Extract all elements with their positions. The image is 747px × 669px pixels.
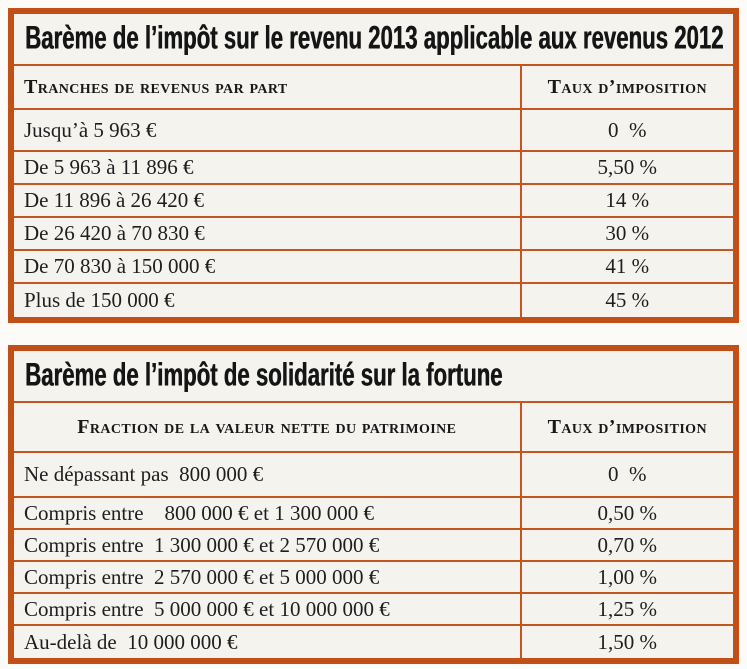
bracket-rate: 45 % (605, 288, 650, 312)
income-tax-table (8, 8, 739, 323)
table-row (14, 498, 733, 530)
wealth-tax-header-fraction: Fraction de la valeur nette du patrimoine (14, 403, 522, 451)
bracket-label: De 70 830 à 150 000 € (24, 254, 216, 278)
bracket-label: Jusqu’à 5 963 € (24, 117, 157, 142)
bracket-label: De 26 420 à 70 830 € (24, 221, 205, 245)
bracket-rate: 0 % (608, 117, 647, 142)
table-row (14, 453, 733, 498)
bracket-label: Compris entre 800 000 € et 1 300 000 € (24, 500, 374, 525)
income-tax-title-band (14, 14, 733, 66)
bracket-rate: 1,50 % (597, 629, 658, 654)
bracket-rate: 41 % (605, 254, 650, 278)
bracket-rate: 0 % (608, 462, 647, 486)
income-tax-header-taux: Taux d’imposition (547, 75, 707, 98)
table-row (14, 185, 733, 218)
bracket-rate: 1,00 % (597, 564, 658, 589)
bracket-rate: 0,50 % (597, 500, 658, 525)
table-row (14, 626, 733, 658)
bracket-label: Ne dépassant pas 800 000 € (24, 462, 264, 486)
table-row (14, 594, 733, 626)
table-row (14, 251, 733, 284)
bracket-label: Compris entre 5 000 000 € et 10 000 000 € (24, 596, 390, 621)
bracket-label: De 11 896 à 26 420 € (24, 188, 205, 212)
income-tax-header-row (14, 66, 733, 110)
table-row (14, 110, 733, 152)
bracket-label: De 5 963 à 11 896 € (24, 155, 194, 179)
bracket-label: Au-delà de 10 000 000 € (24, 629, 238, 654)
table-row (14, 218, 733, 251)
income-tax-title: Barème de l’impôt sur le revenu 2013 applicable aux revenus 2012 (25, 20, 724, 57)
wealth-tax-table (8, 345, 739, 664)
bracket-label: Compris entre 2 570 000 € et 5 000 000 € (24, 564, 380, 589)
bracket-rate: 14 % (605, 188, 650, 212)
bracket-rate: 30 % (605, 221, 650, 245)
wealth-tax-header-taux: Taux d’imposition (547, 415, 707, 438)
bracket-rate: 0,70 % (597, 532, 658, 557)
table-row (14, 284, 733, 317)
wealth-tax-header-row (14, 403, 733, 453)
bracket-rate: 1,25 % (597, 596, 658, 621)
table-row (14, 530, 733, 562)
bracket-label: Plus de 150 000 € (24, 288, 175, 312)
wealth-tax-title: Barème de l’impôt de solidarité sur la fortune (25, 357, 503, 394)
table-row (14, 562, 733, 594)
table-row (14, 152, 733, 185)
income-tax-header-tranches: Tranches de revenus par part (14, 66, 522, 108)
wealth-tax-title-band (14, 351, 733, 403)
bracket-label: Compris entre 1 300 000 € et 2 570 000 € (24, 532, 380, 557)
bracket-rate: 5,50 % (597, 155, 658, 179)
